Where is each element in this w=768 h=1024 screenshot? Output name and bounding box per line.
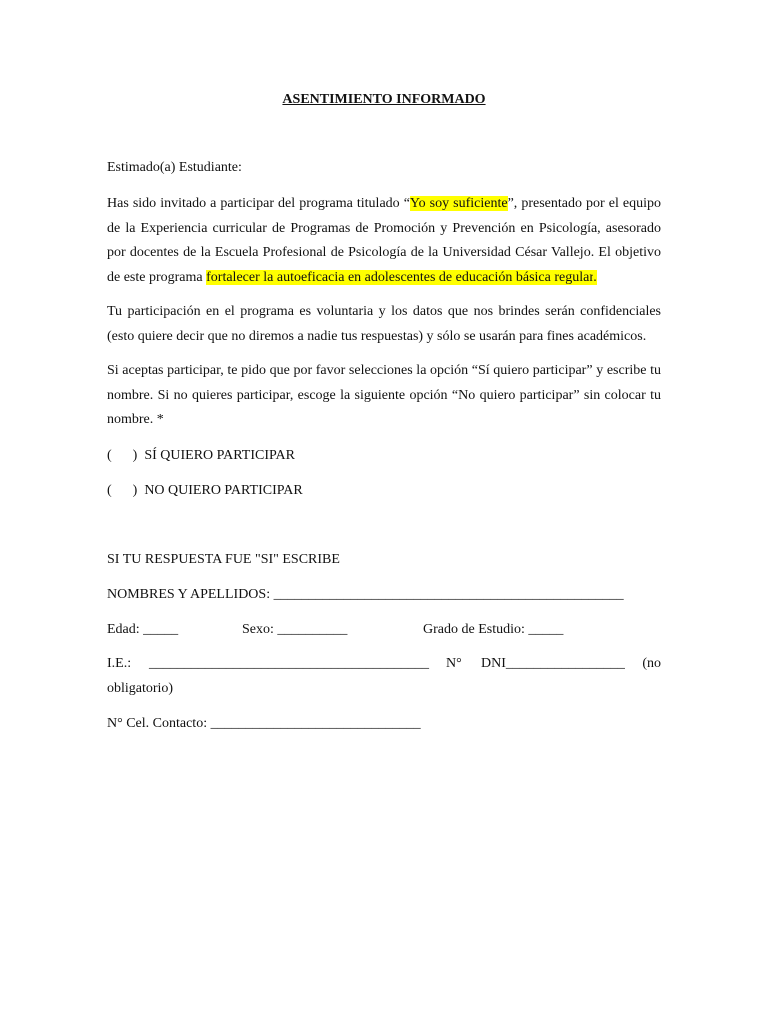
paragraph-program-part2: ”, presentado por el equipo de la Experiencia curricular de Programas de Promoción y Prevención en Psicología, asesorado por docentes de la Escuela Profesional de Psicología de la Universidad César Vallejo. El objetivo de este programa bbox=[107, 196, 661, 285]
ie-number-label: N° bbox=[446, 656, 462, 671]
paragraph-program-part1: Has sido invitado a participar del programa titulado “ bbox=[107, 196, 410, 211]
grado-field: Grado de Estudio: _____ bbox=[423, 622, 564, 637]
greeting: Estimado(a) Estudiante: bbox=[107, 160, 242, 175]
dni-optional-note: (no bbox=[642, 656, 661, 671]
edad-sexo-grado-row bbox=[107, 620, 661, 640]
highlight-program-name: Yo soy suficiente bbox=[409, 196, 508, 211]
document-title: ASENTIMIENTO INFORMADO bbox=[282, 92, 486, 107]
celular-field: N° Cel. Contacto: ______________________________ bbox=[107, 716, 421, 731]
paragraph-voluntary: Tu participación en el programa es voluntaria y los datos que nos brindes serán confidenciales (esto quiere decir que no diremos a nadie tus respuestas) y sólo se usarán para fines académicos. bbox=[107, 304, 661, 344]
highlight-program-objective: fortalecer la autoeficacia en adolescentes de educación básica regular bbox=[206, 269, 594, 285]
ie-dni-row bbox=[107, 654, 661, 674]
option-yes: ( ) SÍ QUIERO PARTICIPAR bbox=[107, 448, 295, 463]
dni-field: DNI_________________ bbox=[481, 656, 625, 671]
dni-optional-note-cont: obligatorio) bbox=[107, 681, 174, 696]
edad-field: Edad: _____ bbox=[107, 622, 179, 637]
ie-label: I.E.: bbox=[107, 656, 132, 671]
paragraph-program-part3: . bbox=[593, 269, 597, 285]
ie-field: ________________________________________ bbox=[149, 656, 429, 671]
si-respuesta-heading: SI TU RESPUESTA FUE "SI" ESCRIBE bbox=[107, 552, 340, 567]
nombres-field: NOMBRES Y APELLIDOS: __________________________________________________ bbox=[107, 587, 624, 602]
sexo-field: Sexo: __________ bbox=[242, 622, 348, 637]
paragraph-program bbox=[107, 192, 661, 290]
option-no: ( ) NO QUIERO PARTICIPAR bbox=[107, 483, 303, 498]
paragraph-instructions: Si aceptas participar, te pido que por favor selecciones la opción “Sí quiero participar” y escribe tu nombre. Si no quieres participar, escoge la siguiente opción “No quiero participar” sin colocar tu nombre. * bbox=[107, 363, 661, 427]
